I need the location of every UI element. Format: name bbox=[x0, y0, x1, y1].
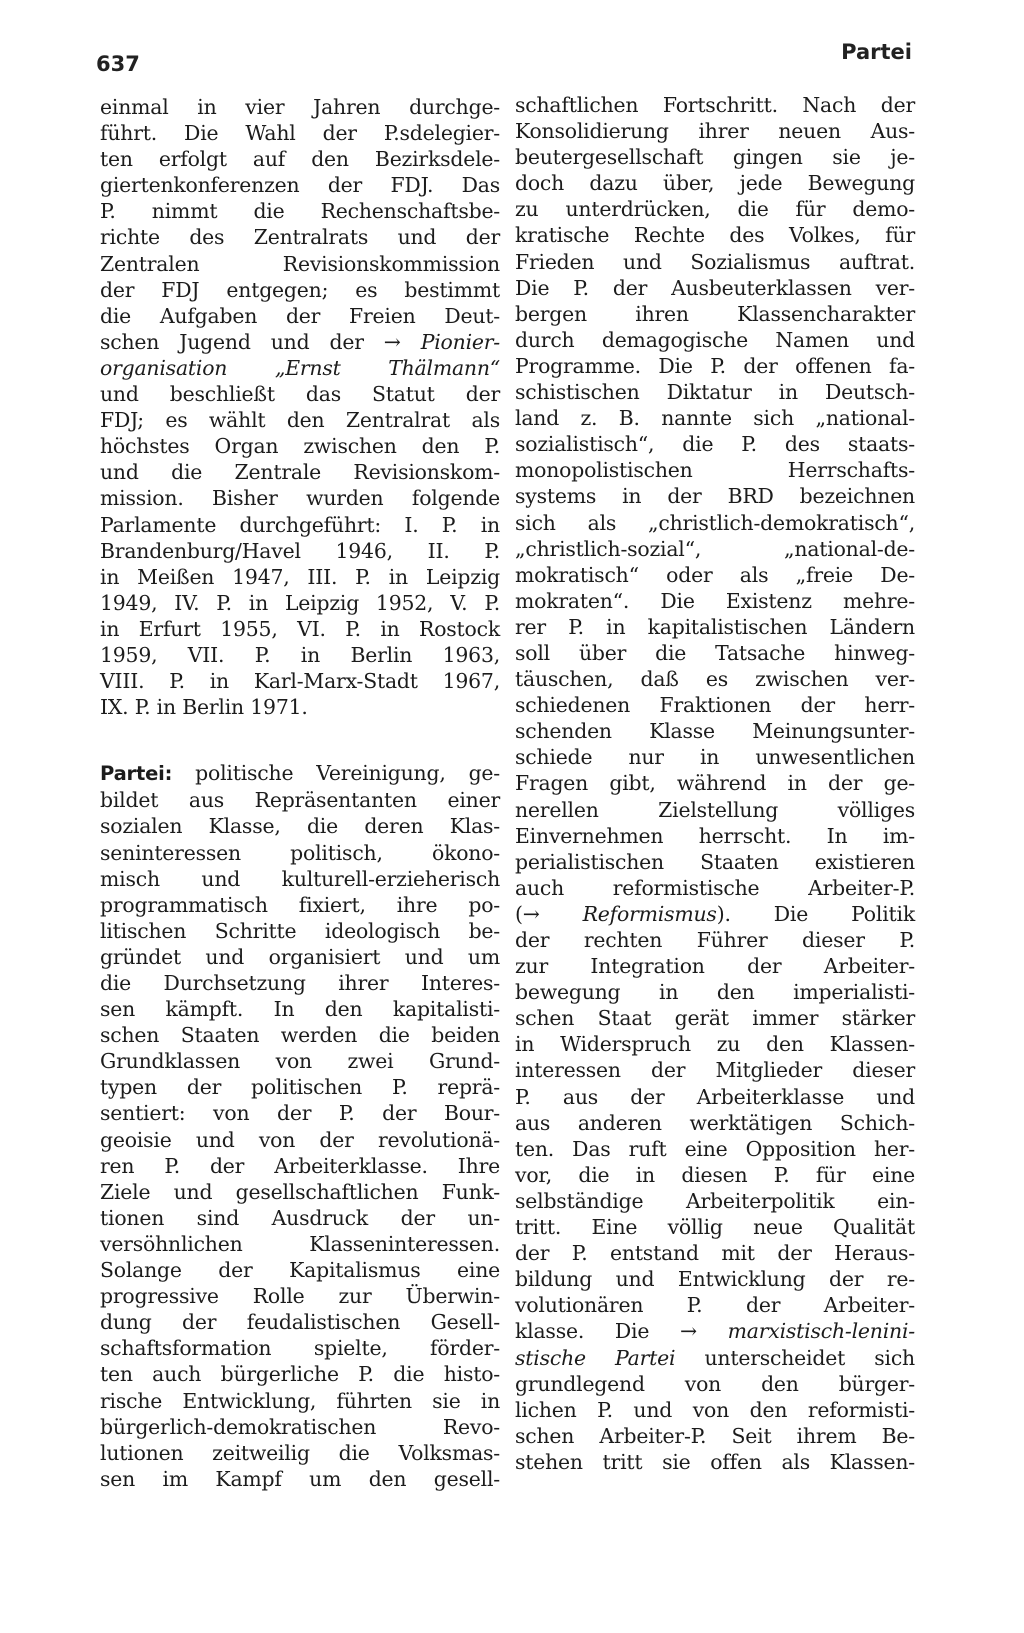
text-line: schiedenen Fraktionen der herr- bbox=[515, 693, 915, 718]
text-line bbox=[100, 355, 500, 381]
text-line: geoisie und von der revolutionä- bbox=[100, 1127, 500, 1152]
text-line: versöhnlichen Klasseninteressen. bbox=[100, 1231, 500, 1256]
text-line bbox=[100, 329, 500, 355]
text-line: die Durchsetzung ihrer Interes- bbox=[100, 971, 500, 995]
text-line: IX. P. in Berlin 1971. bbox=[100, 695, 308, 720]
text-line: bürgerlich-demokratischen Revo- bbox=[100, 1414, 500, 1439]
text-line: Konsolidierung ihrer neuen Aus- bbox=[515, 119, 915, 144]
text-line: misch und kulturell-erzieherisch bbox=[100, 866, 500, 891]
text-line: systems in der BRD bezeichnen bbox=[515, 484, 915, 509]
text-line: der FDJ entgegen; es bestimmt bbox=[100, 277, 500, 302]
text-line bbox=[515, 901, 915, 927]
text-line: perialistischen Staaten existieren bbox=[515, 849, 915, 874]
cross-reference-marxistisch[interactable]: marxistisch-lenini- bbox=[727, 1319, 915, 1344]
text-line: schiede nur in unwesentlichen bbox=[515, 745, 915, 770]
text-line: tritt. Eine völlig neue Qualität bbox=[515, 1215, 915, 1240]
line-text: schen Jugend und der → bbox=[100, 329, 421, 354]
text-line: richte des Zentralrats und der bbox=[100, 225, 500, 250]
right-column bbox=[515, 92, 915, 1475]
text-line: bergen ihren Klassencharakter bbox=[515, 301, 915, 326]
line-text: unterscheidet sich bbox=[675, 1345, 915, 1370]
text-line: schistischen Diktatur in Deutsch- bbox=[515, 380, 915, 405]
text-line: schenden Klasse Meinungsunter- bbox=[515, 719, 915, 744]
line-text: klasse. Die → bbox=[515, 1319, 728, 1344]
text-line: nerellen Zielstellung völliges bbox=[515, 797, 915, 822]
text-line: programmatisch fixiert, ihre po- bbox=[100, 892, 500, 917]
text-line: selbständige Arbeiterpolitik ein- bbox=[515, 1188, 915, 1213]
text-line: sentiert: von der P. der Bour- bbox=[100, 1101, 500, 1126]
text-line: und die Zentrale Revisionskom- bbox=[100, 460, 500, 485]
text-line: rische Entwicklung, führten sie in bbox=[100, 1388, 500, 1413]
text-line: Die P. der Ausbeuterklassen ver- bbox=[515, 275, 915, 300]
left-column bbox=[100, 94, 500, 1492]
text-line: sozialen Klasse, die deren Klas- bbox=[100, 814, 500, 839]
text-line: litischen Schritte ideologisch be- bbox=[100, 918, 500, 943]
text-line: sich als „christlich-demokratisch“, bbox=[515, 510, 915, 535]
text-line: auch reformistische Arbeiter-P. bbox=[515, 875, 915, 900]
text-line: grundlegend von den bürger- bbox=[515, 1371, 915, 1396]
text-line: schaftlichen Fortschritt. Nach der bbox=[515, 93, 915, 117]
text-line: monopolistischen Herrschafts- bbox=[515, 458, 915, 483]
text-line: zu unterdrücken, die für demo- bbox=[515, 197, 915, 222]
text-line: gründet und organisiert und um bbox=[100, 944, 500, 969]
text-line: die Aufgaben der Freien Deut- bbox=[100, 303, 500, 328]
text-line: Brandenburg/Havel 1946, II. P. bbox=[100, 538, 500, 563]
text-line: Einvernehmen herrscht. In im- bbox=[515, 823, 915, 848]
text-line: seninteressen politisch, ökono- bbox=[100, 840, 500, 865]
text-line: täuschen, daß es zwischen ver- bbox=[515, 667, 915, 692]
text-line: einmal in vier Jahren durchge- bbox=[100, 95, 500, 119]
text-line: durch demagogische Namen und bbox=[515, 327, 915, 352]
text-line bbox=[515, 1318, 915, 1344]
text-line: der P. entstand mit der Heraus- bbox=[515, 1241, 915, 1266]
text-line: vor, die in diesen P. für eine bbox=[515, 1162, 915, 1187]
text-line: der rechten Führer dieser P. bbox=[515, 928, 915, 952]
text-line: mission. Bisher wurden folgende bbox=[100, 486, 500, 511]
text-line: Parlamente durchgeführt: I. P. in bbox=[100, 512, 500, 537]
text-line bbox=[515, 1345, 915, 1371]
line-text: ). Die Politik bbox=[716, 901, 915, 926]
text-line: lutionen zeitweilig die Volksmas- bbox=[100, 1440, 500, 1465]
text-line: bildung und Entwicklung der re- bbox=[515, 1267, 915, 1292]
text-line: schaftsformation spielte, förder- bbox=[100, 1336, 500, 1361]
text-line: bewegung in den imperialisti- bbox=[515, 980, 915, 1005]
text-line: volutionären P. der Arbeiter- bbox=[515, 1293, 915, 1318]
text-line: mokraten“. Die Existenz mehre- bbox=[515, 588, 915, 613]
text-line: soll über die Tatsache hinweg- bbox=[515, 640, 915, 665]
text-line: bildet aus Repräsentanten einer bbox=[100, 788, 500, 813]
text-line: Solange der Kapitalismus eine bbox=[100, 1258, 500, 1283]
text-line: 1949, IV. P. in Leipzig 1952, V. P. bbox=[100, 590, 500, 615]
text-line: typen der politischen P. reprä- bbox=[100, 1075, 500, 1100]
text-line bbox=[100, 760, 500, 787]
text-line: führt. Die Wahl der P.sdelegier- bbox=[100, 121, 500, 146]
text-line: „christlich-sozial“, „national-de- bbox=[515, 536, 915, 561]
text-line: dung der feudalistischen Gesell- bbox=[100, 1310, 500, 1335]
text-line: ten erfolgt auf den Bezirksdele- bbox=[100, 147, 500, 172]
text-line: land z. B. nannte sich „national- bbox=[515, 406, 915, 431]
paragraph-gap bbox=[100, 720, 500, 760]
text-line: Frieden und Sozialismus auftrat. bbox=[515, 249, 915, 274]
text-line: ren P. der Arbeiterklasse. Ihre bbox=[100, 1153, 500, 1178]
line-text: (→ bbox=[515, 901, 583, 926]
text-line: höchstes Organ zwischen den P. bbox=[100, 434, 500, 459]
text-line: ten auch bürgerliche P. die histo- bbox=[100, 1362, 500, 1387]
text-line: FDJ; es wählt den Zentralrat als bbox=[100, 408, 500, 433]
page-number: 637 bbox=[96, 52, 140, 76]
text-line: giertenkonferenzen der FDJ. Das bbox=[100, 173, 500, 198]
text-line: Programme. Die P. der offenen fa- bbox=[515, 353, 915, 378]
text-line: rer P. in kapitalistischen Ländern bbox=[515, 614, 915, 639]
text-line: mokratisch“ oder als „freie De- bbox=[515, 562, 915, 587]
text-line: sen im Kampf um den gesell- bbox=[100, 1466, 500, 1491]
text-line: in Erfurt 1955, VI. P. in Rostock bbox=[100, 616, 500, 641]
text-line: VIII. P. in Karl-Marx-Stadt 1967, bbox=[100, 669, 500, 694]
text-line: Zentralen Revisionskommission bbox=[100, 251, 500, 276]
text-line: schen Arbeiter-P. Seit ihrem Be- bbox=[515, 1423, 915, 1448]
running-head: Partei bbox=[841, 40, 912, 64]
entry-headword: Partei: bbox=[100, 762, 173, 786]
cross-reference-organisation[interactable]: organisation „Ernst Thälmann“ bbox=[100, 355, 500, 380]
text-line: und beschließt das Statut der bbox=[100, 382, 500, 407]
text-line: 1959, VII. P. in Berlin 1963, bbox=[100, 642, 500, 667]
text-line: aus anderen werktätigen Schich- bbox=[515, 1110, 915, 1135]
cross-reference-partei[interactable]: stische Partei bbox=[515, 1345, 676, 1370]
text-line: schen Staat gerät immer stärker bbox=[515, 1006, 915, 1031]
text-line: sozialistisch“, die P. des staats- bbox=[515, 432, 915, 457]
text-line: stehen tritt sie offen als Klassen- bbox=[515, 1449, 915, 1474]
text-line: sen kämpft. In den kapitalisti- bbox=[100, 997, 500, 1022]
text-line: in Meißen 1947, III. P. in Leipzig bbox=[100, 564, 500, 589]
cross-reference-reformismus[interactable]: Reformismus bbox=[582, 901, 717, 926]
text-line: Ziele und gesellschaftlichen Funk- bbox=[100, 1179, 500, 1204]
line-text: politische Vereinigung, ge- bbox=[172, 761, 500, 786]
cross-reference-pionier[interactable]: Pionier- bbox=[420, 329, 500, 354]
text-line: Grundklassen von zwei Grund- bbox=[100, 1049, 500, 1074]
text-line: kratische Rechte des Volkes, für bbox=[515, 223, 915, 248]
text-line: ten. Das ruft eine Opposition her- bbox=[515, 1136, 915, 1161]
text-line: zur Integration der Arbeiter- bbox=[515, 954, 915, 979]
text-line: progressive Rolle zur Überwin- bbox=[100, 1284, 500, 1309]
text-line: in Widerspruch zu den Klassen- bbox=[515, 1032, 915, 1057]
text-line: lichen P. und von den reformisti- bbox=[515, 1397, 915, 1422]
text-line: beutergesellschaft gingen sie je- bbox=[515, 145, 915, 170]
text-line: P. aus der Arbeiterklasse und bbox=[515, 1084, 915, 1109]
text-line: Fragen gibt, während in der ge- bbox=[515, 771, 915, 796]
text-line: tionen sind Ausdruck der un- bbox=[100, 1205, 500, 1230]
text-line: doch dazu über, jede Bewegung bbox=[515, 171, 915, 196]
text-line: schen Staaten werden die beiden bbox=[100, 1023, 500, 1048]
text-line: interessen der Mitglieder dieser bbox=[515, 1058, 915, 1083]
text-line: P. nimmt die Rechenschaftsbe- bbox=[100, 199, 500, 224]
